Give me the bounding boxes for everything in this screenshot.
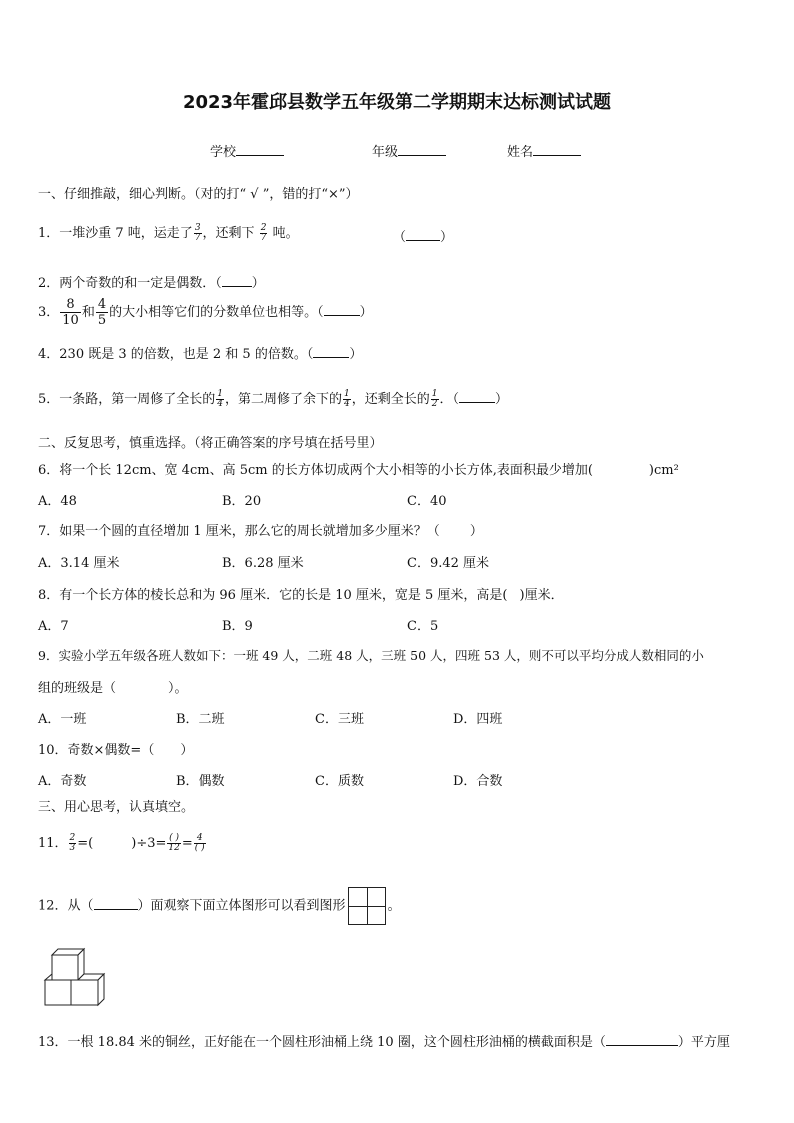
q7-option-b[interactable]: B．6.28 厘米 xyxy=(222,556,304,571)
q2-text: 2．两个奇数的和一定是偶数．（ xyxy=(38,276,222,291)
q5-fraction-3: $\frac{1}{2}$ xyxy=(431,389,438,409)
bottom-left-cube-top-edge xyxy=(45,974,52,980)
bottom-right-cube-front xyxy=(71,980,98,1005)
q6-option-b[interactable]: B．20 xyxy=(222,494,262,509)
top-cube-front-face xyxy=(52,955,78,980)
school-blank xyxy=(236,143,284,156)
grade-label: 年级 xyxy=(372,145,399,160)
q9-option-b[interactable]: B．二班 xyxy=(176,712,225,727)
question-11: 11． $\frac{2}{3}$ =( )÷3= $\frac{( )}{12}$ = $\frac{4}{( )}$ xyxy=(38,833,205,853)
q3-fraction-b: $\frac{4}{5}$ xyxy=(97,297,107,328)
q12-answer-blank[interactable] xyxy=(94,897,138,910)
page-title: 2023年霍邱县数学五年级第二学期期末达标测试试题 xyxy=(182,92,612,113)
bottom-left-cube-front xyxy=(45,980,71,1005)
name-field xyxy=(507,141,581,160)
q5-answer-blank[interactable] xyxy=(459,390,495,403)
q1-text-c: 吨。 xyxy=(272,226,299,241)
q10-option-c[interactable]: C．质数 xyxy=(315,774,364,789)
q1-fraction-moved: $\frac{3}{7}$ xyxy=(194,223,201,243)
q8-option-a[interactable]: A．7 xyxy=(38,619,69,634)
question-12: 12．从（ ）面观察下面立体图形可以看到图形 。 xyxy=(38,887,401,925)
q11-fraction-a: $\frac{2}{3}$ xyxy=(69,833,76,853)
q13-answer-blank[interactable] xyxy=(606,1033,678,1046)
q5-fraction-2: $\frac{1}{4}$ xyxy=(344,389,350,409)
question-8: 8．有一个长方体的棱长总和为 96 厘米．它的长是 10 厘米，宽是 5 厘米，高是( )厘米． xyxy=(38,588,564,603)
q3-answer-blank[interactable] xyxy=(324,303,360,316)
question-2: 2．两个奇数的和一定是偶数．（ ） xyxy=(38,276,265,291)
q1-text-a: 1．一堆沙重 7 吨，运走了 xyxy=(38,226,193,241)
q9-option-c[interactable]: C．三班 xyxy=(315,712,364,727)
q7-option-a[interactable]: A．3.14 厘米 xyxy=(38,556,120,571)
q5-fraction-1: $\frac{1}{4}$ xyxy=(217,389,224,409)
question-6: 6．将一个长 12cm、宽 4cm、高 5cm 的长方体切成两个大小相等的小长方体,表面积最少增加( )cm² xyxy=(38,463,679,478)
school-label: 学校 xyxy=(210,145,237,160)
name-label: 姓名 xyxy=(507,145,534,160)
q3-text: 的大小相等它们的分数单位也相等。（ xyxy=(109,305,324,320)
question-7: 7．如果一个圆的直径增加 1 厘米，那么它的周长就增加多少厘米？（ ） xyxy=(38,524,483,539)
q8-option-b[interactable]: B．9 xyxy=(222,619,253,634)
four-square-view-figure xyxy=(348,887,386,925)
q3-fraction-a: $\frac{8}{10}$ xyxy=(62,297,79,328)
question-9-line-1: 9．实验小学五年级各班人数如下：一班 49 人，二班 48 人，三班 50 人，四班 53 人，则不可以平均分成人数相同的小 xyxy=(38,648,704,663)
question-13: 13．一根 18.84 米的铜丝，正好能在一个圆柱形油桶上绕 10 圈，这个圆柱形油桶的横截面积是（ ）平方厘 xyxy=(38,1035,730,1050)
q6-option-c[interactable]: C．40 xyxy=(407,494,447,509)
q1-fraction-left: $\frac{2}{7}$ xyxy=(260,223,267,243)
q6-option-a[interactable]: A．48 xyxy=(38,494,77,509)
q10-option-a[interactable]: A．奇数 xyxy=(38,774,87,789)
q1-answer-blank[interactable]: （ ） xyxy=(393,230,454,245)
q1-text-b: ，还剩下 xyxy=(202,226,255,241)
name-blank xyxy=(533,143,581,156)
q9-option-d[interactable]: D．四班 xyxy=(453,712,503,727)
q4-text: 4．230 既是 3 的倍数，也是 2 和 5 的倍数。（ xyxy=(38,347,314,362)
question-10: 10．奇数×偶数=（ ） xyxy=(38,743,194,758)
section-3-heading: 三、用心思考，认真填空。 xyxy=(38,800,195,815)
question-4: 4．230 既是 3 的倍数，也是 2 和 5 的倍数。（ ） xyxy=(38,347,363,362)
stacked-cubes-figure xyxy=(40,946,110,1010)
q9-option-a[interactable]: A．一班 xyxy=(38,712,87,727)
grade-field xyxy=(372,141,446,160)
right-cube-side-face xyxy=(98,974,104,1005)
q7-option-c[interactable]: C．9.42 厘米 xyxy=(407,556,490,571)
q8-option-c[interactable]: C．5 xyxy=(407,619,439,634)
q11-fraction-b[interactable]: $\frac{( )}{12}$ xyxy=(168,833,180,853)
q2-answer-blank[interactable] xyxy=(222,274,252,287)
question-9-line-2: 组的班级是（ ）。 xyxy=(38,681,188,696)
section-2-heading: 二、反复思考，慎重选择。（将正确答案的序号填在括号里） xyxy=(38,436,383,451)
q4-answer-blank[interactable] xyxy=(313,345,349,358)
q11-fraction-c[interactable]: $\frac{4}{( )}$ xyxy=(194,833,205,853)
section-1-heading: 一、仔细推敲，细心判断。（对的打“ √ ”，错的打“×”） xyxy=(38,187,359,202)
q10-option-b[interactable]: B．偶数 xyxy=(176,774,225,789)
grade-blank xyxy=(398,143,446,156)
school-field xyxy=(210,141,284,160)
q10-option-d[interactable]: D．合数 xyxy=(453,774,503,789)
question-1 xyxy=(38,222,299,243)
question-5: 5．一条路，第一周修了全长的 $\frac{1}{4}$ ，第二周修了余下的 $\frac{1}{4}$ ，还剩全长的 $\frac{1}{2}$ ．（ ） xyxy=(38,389,509,409)
question-3: 3． $\frac{8}{10}$ 和 $\frac{4}{5}$ 的大小相等它们的分数单位也相等。（ ） xyxy=(38,297,373,328)
